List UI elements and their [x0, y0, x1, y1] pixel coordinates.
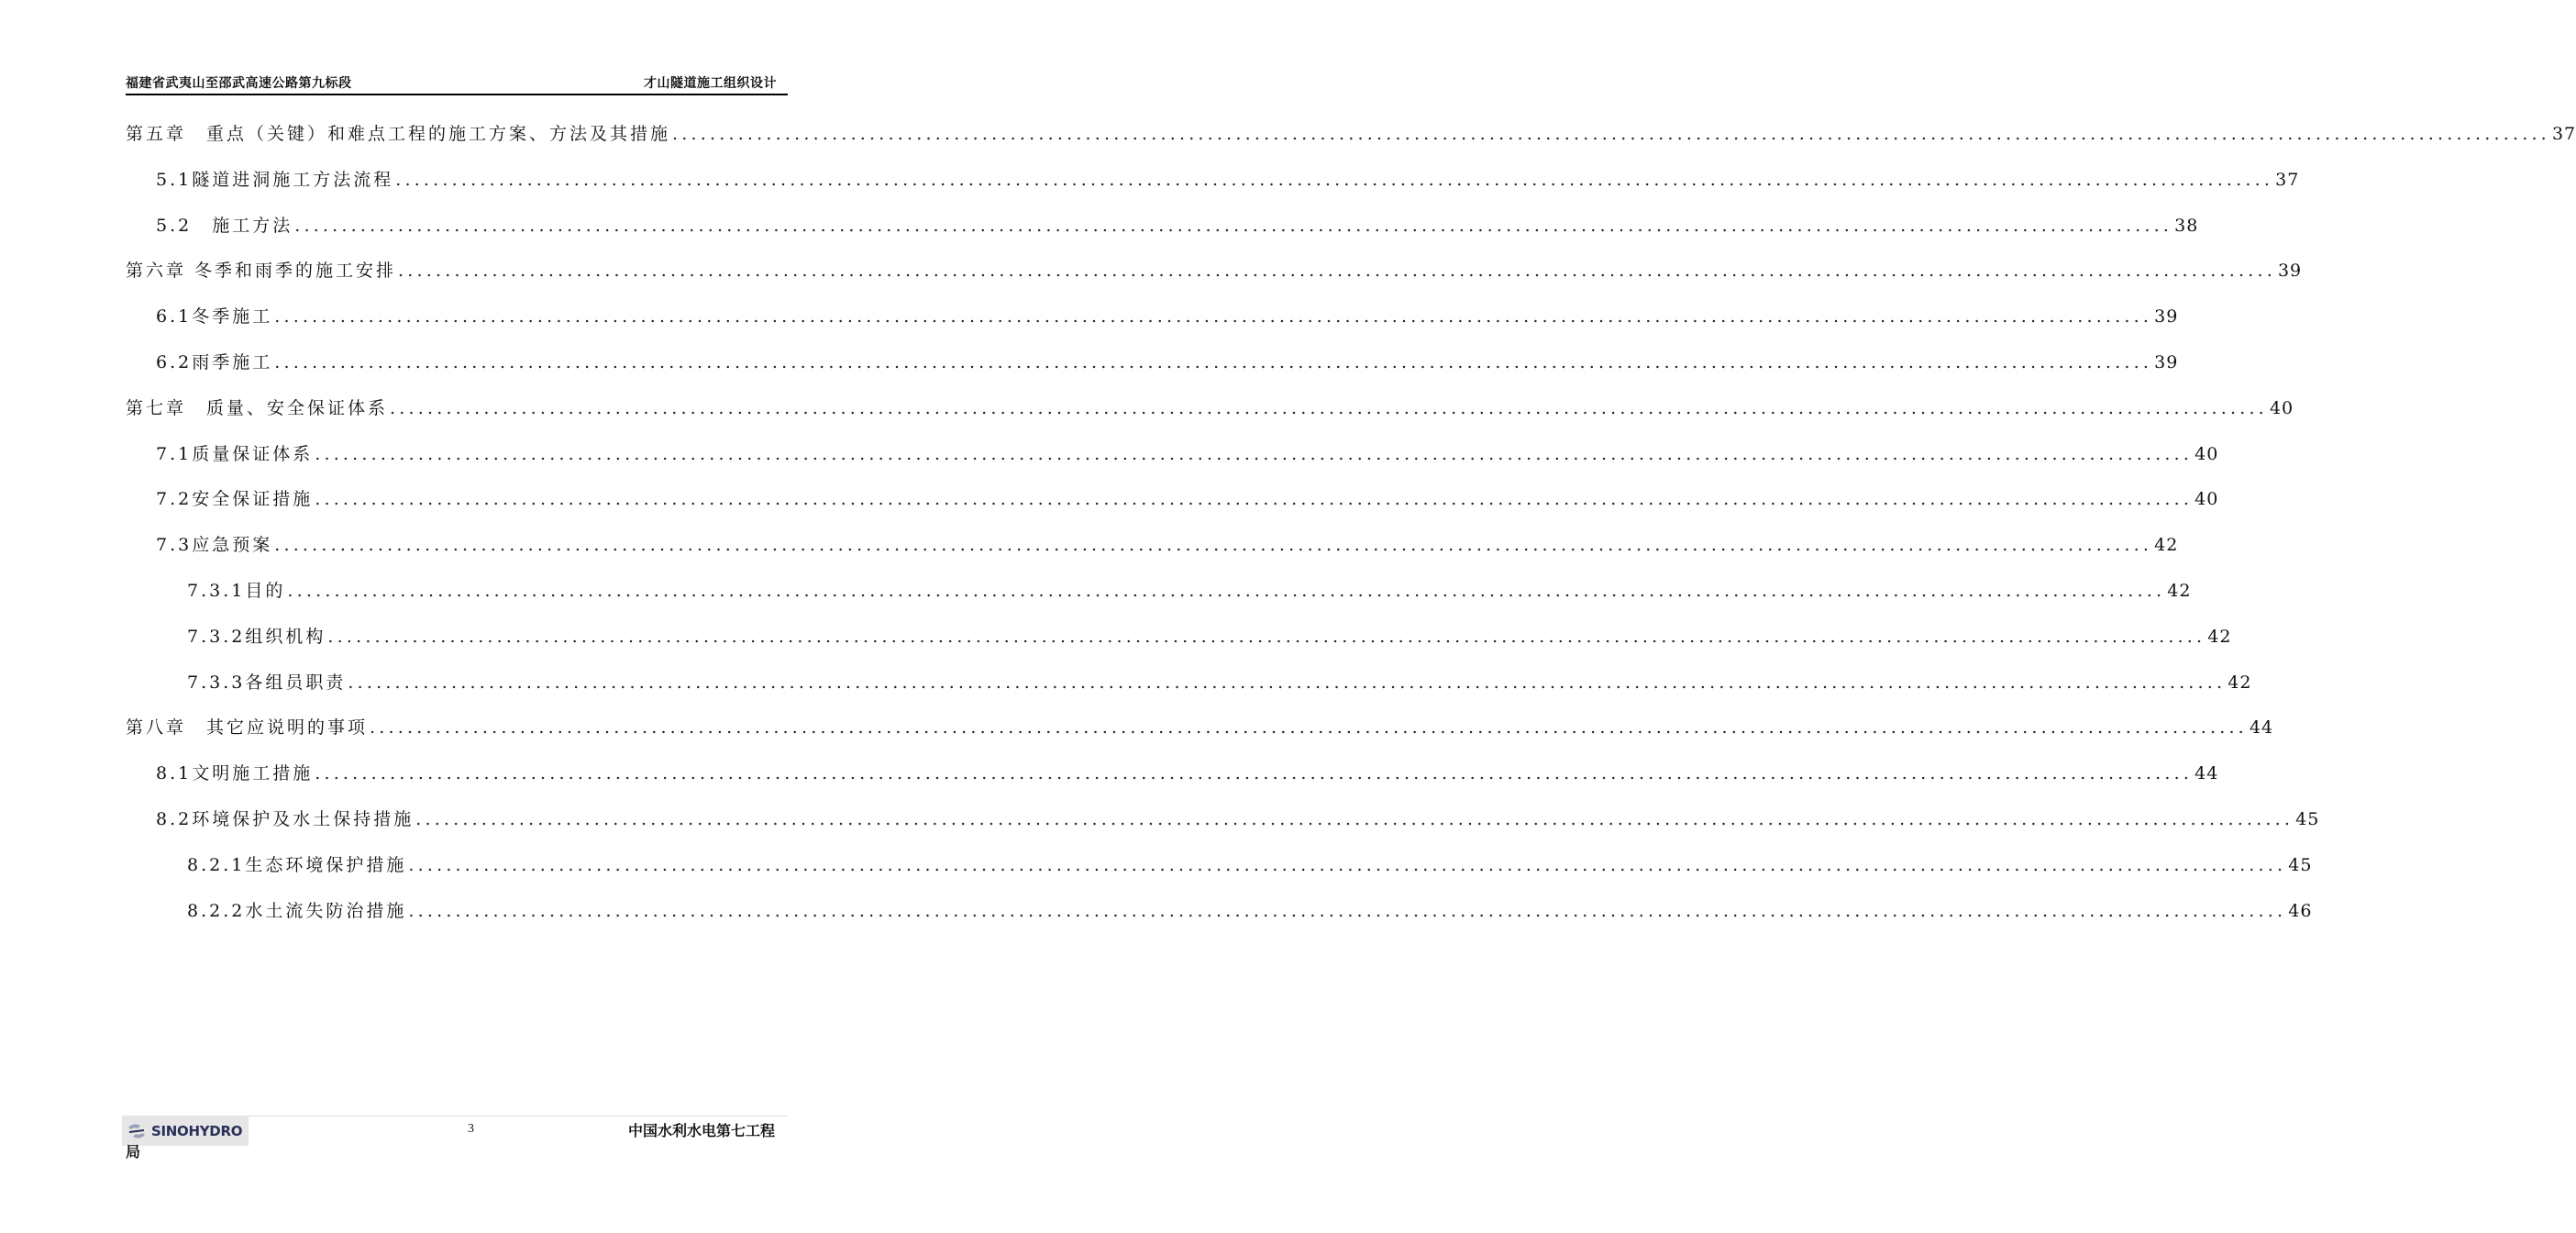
toc-entry[interactable] [126, 850, 2313, 896]
toc-entry[interactable] [126, 119, 2576, 165]
sinohydro-logo [122, 1116, 249, 1146]
toc-entry[interactable] [126, 622, 2232, 668]
toc-leader-dots: ........................................................................................................................................................................................................ [287, 580, 2166, 601]
toc-entry[interactable] [126, 576, 2192, 622]
toc-entry[interactable] [126, 713, 2274, 759]
toc-leader-dots: ........................................................................................................................................................................................................ [672, 124, 2550, 144]
toc-entry-page-number: 39 [2154, 306, 2179, 328]
toc-entry-title: 7.2安全保证措施 [156, 489, 314, 510]
toc-leader-dots: ........................................................................................................................................................................................................ [370, 717, 2248, 739]
toc-leader-dots: ........................................................................................................................................................................................................ [408, 900, 2287, 921]
toc-entry[interactable] [126, 348, 2179, 394]
toc-entry-title: 7.3.1目的 [187, 580, 286, 601]
toc-entry-page-number: 45 [2295, 808, 2320, 829]
toc-leader-dots: ........................................................................................................................................................................................................ [348, 672, 2227, 693]
toc-entry-title: 8.2.1生态环境保护措施 [187, 854, 407, 875]
toc-leader-dots: ........................................................................................................................................................................................................ [274, 535, 2153, 556]
toc-leader-dots: ........................................................................................................................................................................................................ [315, 443, 2194, 464]
toc-entry-page-number: 39 [2277, 261, 2303, 282]
toc-leader-dots: ........................................................................................................................................................................................................ [327, 626, 2206, 647]
toc-leader-dots: ........................................................................................................................................................................................................ [274, 306, 2153, 328]
footer-organization: 中国水利水电第七工程 [627, 1122, 775, 1139]
toc-entry-title: 6.2雨季施工 [156, 351, 273, 372]
toc-entry-title: 7.3应急预案 [156, 535, 273, 556]
toc-entry-page-number: 42 [2167, 580, 2192, 601]
toc-leader-dots: ........................................................................................................................................................................................................ [390, 397, 2268, 418]
toc-leader-dots: ........................................................................................................................................................................................................ [415, 808, 2294, 829]
toc-entry-page-number: 44 [2195, 763, 2219, 784]
toc-leader-dots: ........................................................................................................................................................................................................ [294, 215, 2173, 236]
toc-entry-title: 8.2.2水土流失防治措施 [187, 900, 407, 921]
page-header [126, 72, 788, 95]
toc-entry[interactable] [126, 165, 2300, 211]
toc-entry[interactable] [126, 484, 2219, 530]
page-number: 3 [468, 1122, 474, 1136]
toc-entry-title: 第八章 其它应说明的事项 [126, 717, 369, 739]
toc-leader-dots: ........................................................................................................................................................................................................ [408, 854, 2287, 875]
toc-entry[interactable] [126, 256, 2303, 302]
toc-entry[interactable] [126, 211, 2199, 257]
toc-entry-page-number: 40 [2195, 443, 2219, 464]
toc-entry[interactable] [126, 439, 2219, 485]
toc-entry-title: 第七章 质量、安全保证体系 [126, 397, 389, 418]
footer-organization-tail: 局 [126, 1143, 141, 1161]
toc-entry-page-number: 42 [2207, 626, 2232, 647]
logo-wordmark: SINOHYDRO [151, 1122, 243, 1139]
toc-entry-page-number: 45 [2288, 854, 2313, 875]
toc-entry-page-number: 46 [2288, 900, 2313, 921]
toc-entry-page-number: 44 [2249, 717, 2274, 739]
toc-entry[interactable] [126, 759, 2219, 805]
header-project-title: 福建省武夷山至邵武高速公路第九标段 [126, 76, 352, 91]
toc-leader-dots: ........................................................................................................................................................................................................ [315, 763, 2194, 784]
toc-entry[interactable] [126, 530, 2179, 576]
toc-entry-page-number: 40 [2269, 397, 2294, 418]
table-of-contents [126, 119, 2576, 941]
toc-entry-title: 5.1隧道进洞施工方法流程 [156, 169, 394, 190]
toc-entry-title: 第六章 冬季和雨季的施工安排 [126, 261, 397, 282]
toc-entry[interactable] [126, 302, 2179, 348]
toc-entry-title: 7.3.3各组员职责 [187, 672, 347, 693]
sinohydro-logo-icon [126, 1120, 148, 1142]
toc-entry-page-number: 39 [2154, 351, 2179, 372]
toc-entry-page-number: 37 [2275, 169, 2300, 190]
toc-leader-dots: ........................................................................................................................................................................................................ [398, 261, 2276, 282]
toc-entry-page-number: 40 [2195, 489, 2219, 510]
toc-entry[interactable] [126, 896, 2313, 942]
toc-leader-dots: ........................................................................................................................................................................................................ [395, 169, 2274, 190]
toc-entry-title: 6.1冬季施工 [156, 306, 273, 328]
toc-entry-title: 7.3.2组织机构 [187, 626, 326, 647]
toc-entry-title: 7.1质量保证体系 [156, 443, 314, 464]
toc-entry-page-number: 42 [2154, 535, 2179, 556]
toc-entry-title: 8.2环境保护及水土保持措施 [156, 808, 415, 829]
toc-leader-dots: ........................................................................................................................................................................................................ [274, 351, 2153, 372]
toc-entry[interactable] [126, 394, 2294, 439]
toc-entry-page-number: 37 [2551, 124, 2576, 144]
toc-entry-title: 5.2 施工方法 [156, 215, 293, 236]
toc-entry-page-number: 42 [2228, 672, 2252, 693]
toc-entry-page-number: 38 [2174, 215, 2199, 236]
toc-entry-title: 8.1文明施工措施 [156, 763, 314, 784]
toc-entry[interactable] [126, 805, 2320, 850]
header-document-title: 才山隧道施工组织设计 [644, 76, 777, 91]
toc-leader-dots: ........................................................................................................................................................................................................ [315, 489, 2194, 510]
toc-entry[interactable] [126, 668, 2252, 714]
toc-entry-title: 第五章 重点（关键）和难点工程的施工方案、方法及其措施 [126, 124, 671, 144]
